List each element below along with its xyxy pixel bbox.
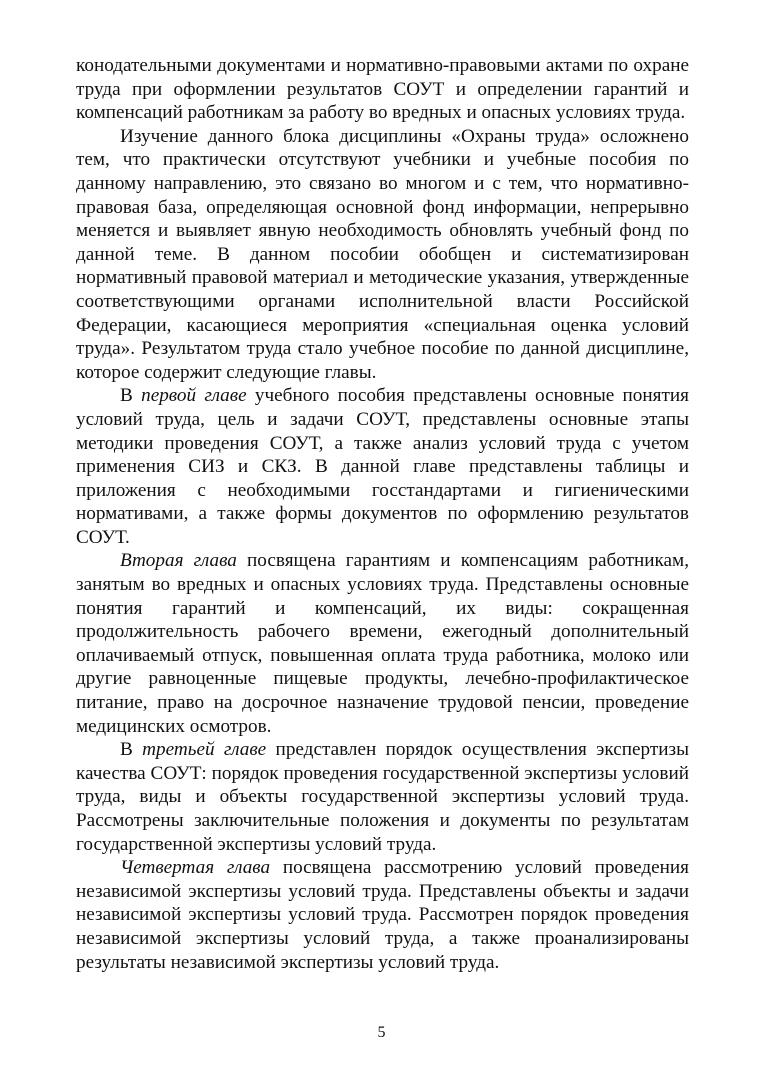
paragraph-intro — [76, 125, 689, 385]
paragraph-prefix: В — [120, 385, 142, 407]
paragraph-chapter-1 — [76, 384, 689, 549]
paragraph-text: посвящена рассмотрению условий проведения независимой экспертизы условий труда. Представлены объекты и задачи независимой экспертизы условий труда. Рассмотрен порядок проведения независимой экспертизы условий труда, а также проанализированы результаты независимой экспертизы условий труда. — [76, 857, 689, 973]
paragraph-text: конодательными документами и нормативно-правовыми актами по охране труда при оформлении результатов СОУТ и определении гарантий и компенсаций работникам за работу во вредных и опасных условиях труда. — [76, 55, 689, 124]
paragraph-prefix: В — [120, 739, 143, 761]
paragraph-chapter-2 — [76, 549, 689, 738]
paragraph-text: представлен порядок осуществления экспертизы качества СОУТ: порядок проведения государственной экспертизы условий труда, виды и объекты государственной экспертизы условий труда. Рассмотрены заключительные положения и документы по результатам государственной экспертизы условий труда. — [76, 739, 689, 855]
paragraph-chapter-4 — [76, 856, 689, 974]
chapter-1-lead: первой главе — [141, 385, 247, 407]
paragraph-text: Изучение данного блока дисциплины «Охраны труда» осложнено тем, что практически отсутствуют учебники и учебные пособия по данному направлению, это связано во многом и с тем, что нормативно-правовая база, определяющая основной фонд информации, непрерывно меняется и выявляет явную необходимость обновлять учебный фонд по данной теме. В данном пособии обобщен и систематизирован нормативный правовой материал и методические указания, утвержденные соответствующими органами исполнительной власти Российской Федерации, касающиеся мероприятия «специальная оценка условий труда». Результатом труда стало учебное пособие по данной дисциплине, которое содержит следующие главы. — [76, 125, 689, 383]
paragraph-chapter-3 — [76, 738, 689, 856]
chapter-2-lead: Вторая глава — [120, 550, 237, 572]
chapter-3-lead: третьей главе — [142, 739, 267, 761]
page-number: 5 — [377, 1024, 386, 1041]
chapter-4-lead: Четвертая глава — [120, 857, 271, 879]
paragraph-continuation — [76, 54, 689, 125]
paragraph-text: посвящена гарантиям и компенсациям работникам, занятым во вредных и опасных условиях труда. Представлены основные понятия гарантий и компенсаций, их виды: сокращенная продолжительность рабочего времени, ежегодный дополнительный оплачиваемый отпуск, повышенная оплата труда работника, молоко или другие равноценные пищевые продукты, лечебно-профилактическое питание, право на досрочное назначение трудовой пенсии, проведение медицинских осмотров. — [76, 550, 690, 737]
paragraph-text: учебного пособия представлены основные понятия условий труда, цель и задачи СОУТ, представлены основные этапы методики проведения СОУТ, а также анализ условий труда с учетом применения СИЗ и СКЗ. В данной главе представлены таблицы и приложения с необходимыми госстандартами и гигиеническими нормативами, а также формы документов по оформлению результатов СОУТ. — [76, 385, 689, 548]
document-body — [76, 54, 689, 974]
